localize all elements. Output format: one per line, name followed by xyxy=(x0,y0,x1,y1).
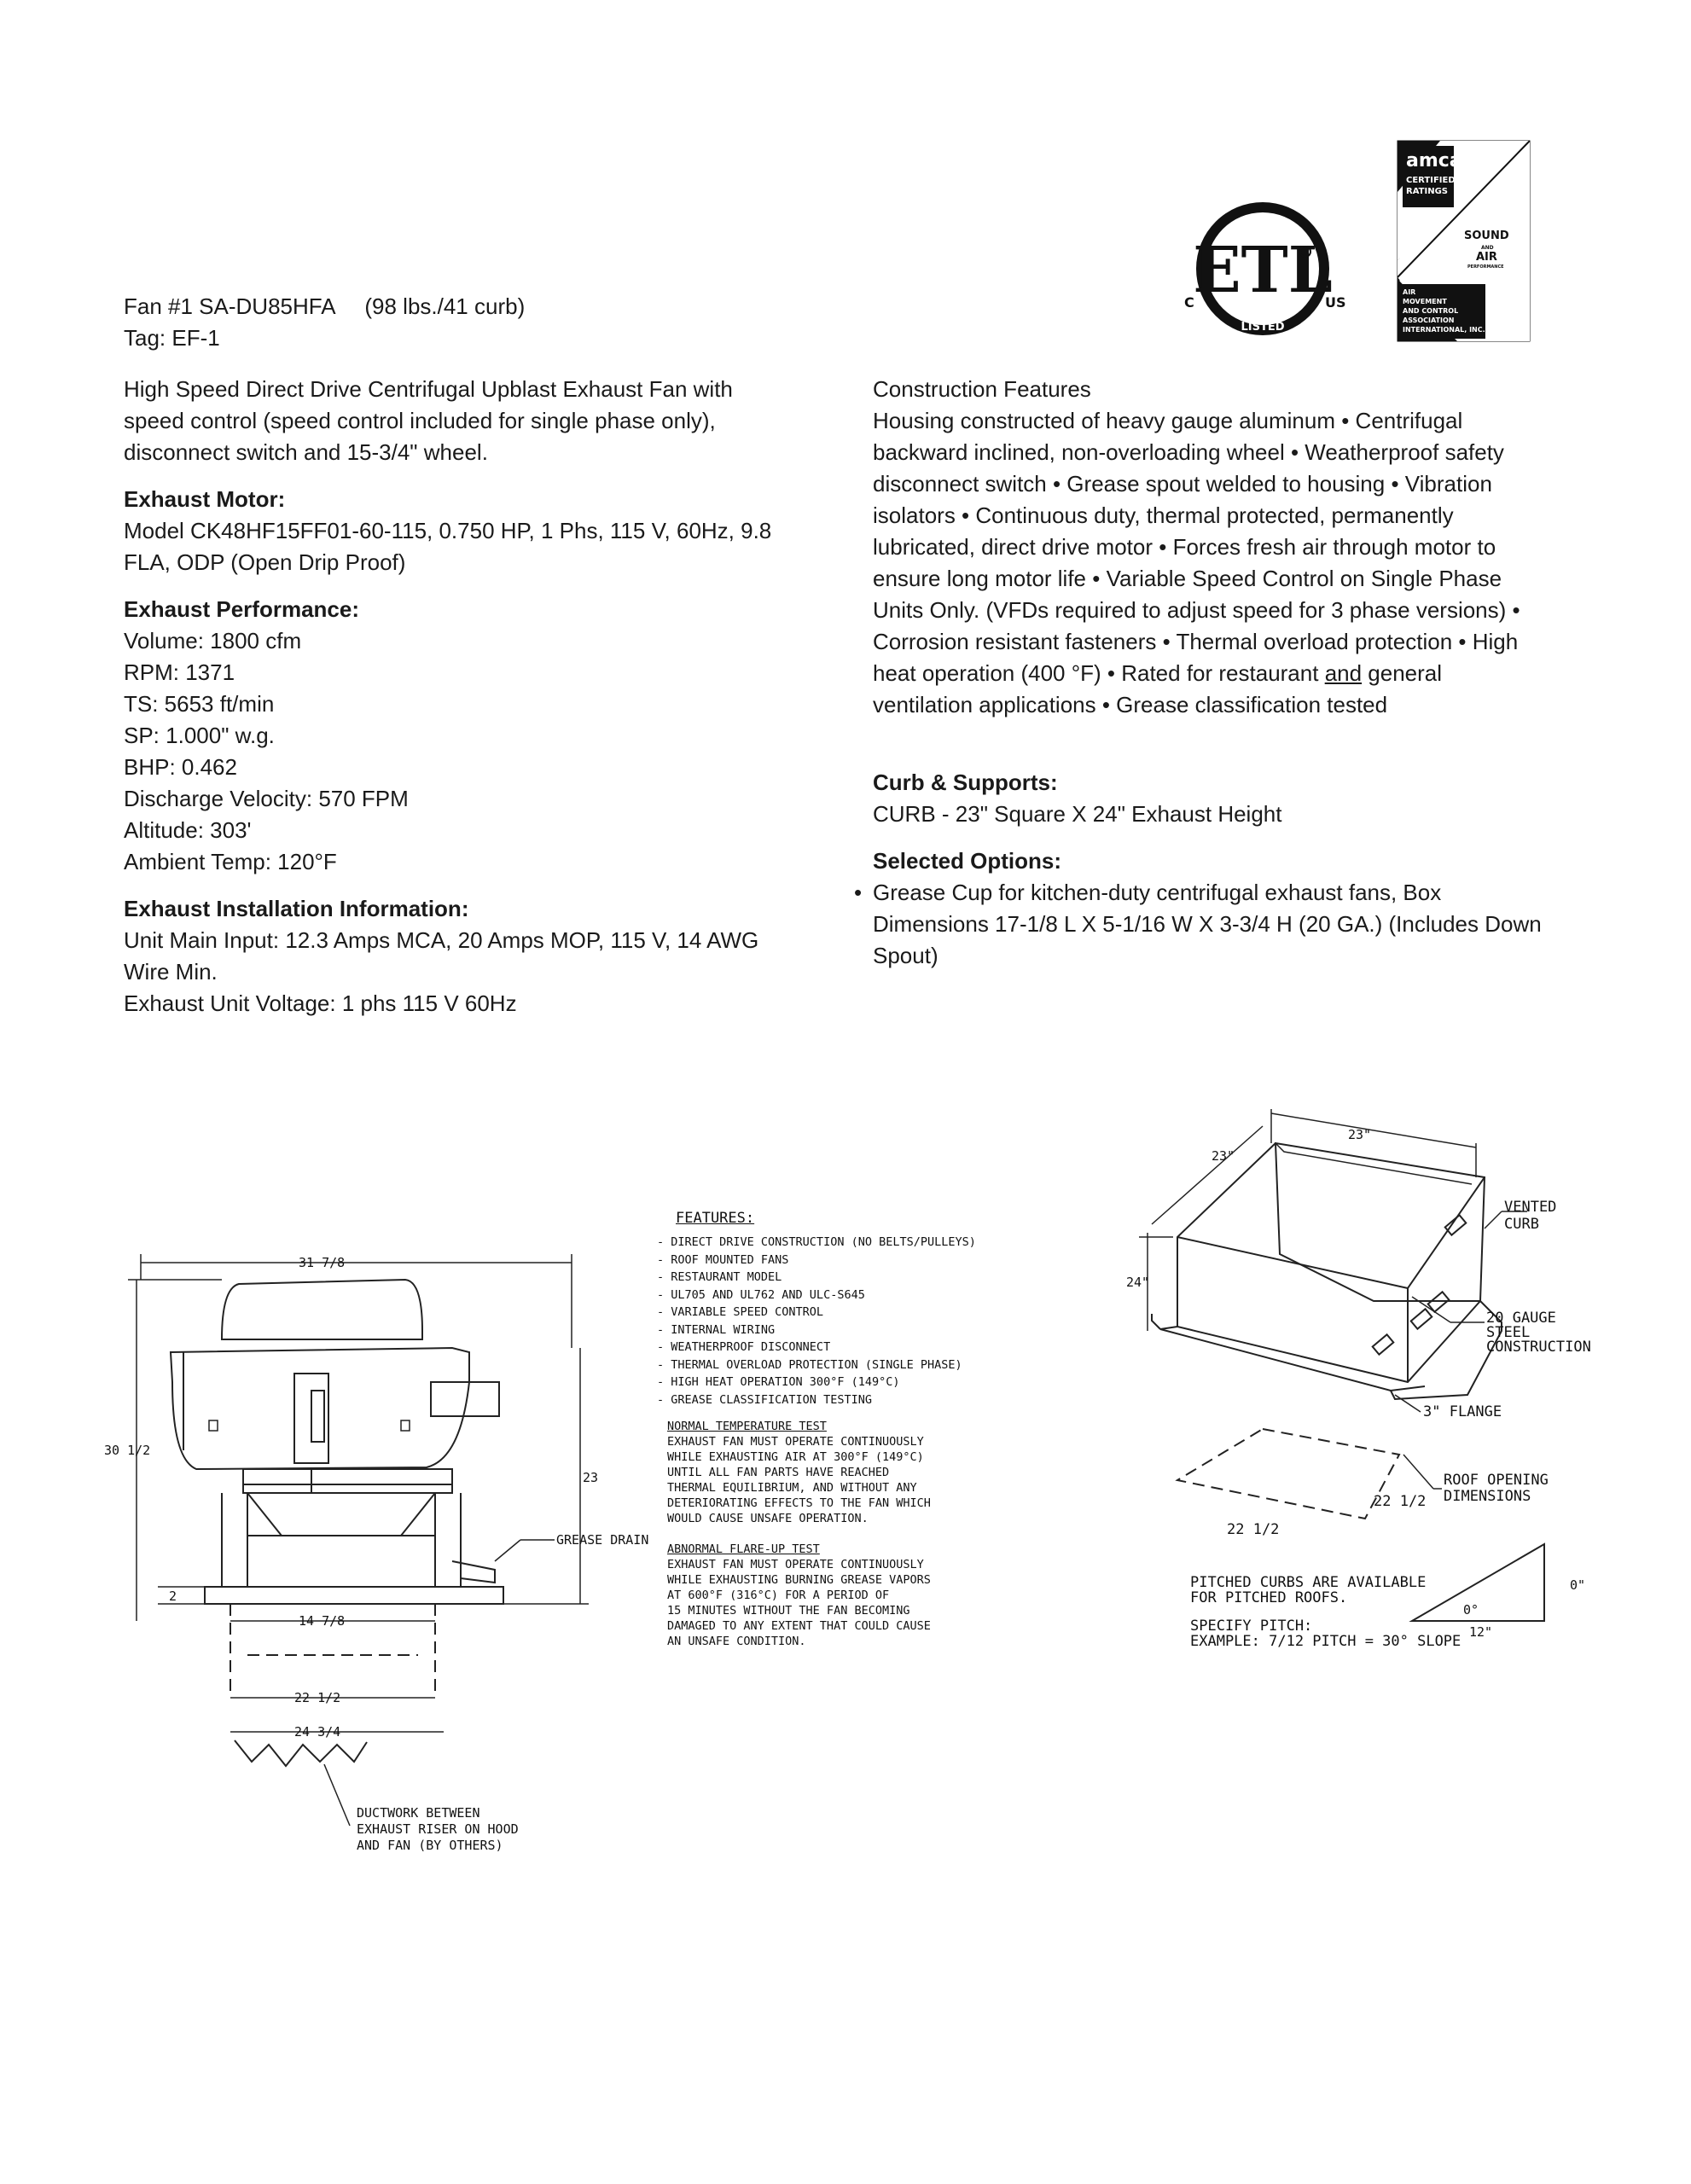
flange-label: 3" FLANGE xyxy=(1423,1403,1502,1420)
pitched-note-line: PITCHED CURBS ARE AVAILABLE xyxy=(1190,1574,1427,1591)
dim-base-label: 2 xyxy=(169,1589,177,1604)
amca-certified-logo xyxy=(1398,141,1530,341)
amca-and: AND xyxy=(1481,245,1494,251)
construction-underlined: and xyxy=(1324,660,1363,686)
roof-opening-dim-a: 22 1/2 xyxy=(1227,1521,1280,1538)
performance-line: Volume: 1800 cfm xyxy=(124,628,302,653)
amca-performance: PERFORMANCE xyxy=(1467,264,1504,270)
tri-base-label: 12" xyxy=(1469,1624,1493,1640)
tri-angle-label: 0° xyxy=(1463,1602,1479,1618)
features-block xyxy=(657,1210,1058,1649)
amca-org-line: ASSOCIATION xyxy=(1403,317,1455,324)
pitch-example: EXAMPLE: 7/12 PITCH = 30° SLOPE xyxy=(1190,1633,1461,1650)
vented-curb-line: CURB xyxy=(1504,1216,1539,1233)
amca-org-block xyxy=(1400,284,1485,339)
feature-item: - ROOF MOUNTED FANS xyxy=(657,1252,789,1267)
dim-right-label: 23 xyxy=(583,1470,599,1485)
gauge-line: STEEL xyxy=(1486,1324,1531,1341)
tri-right-label: 0" xyxy=(1570,1577,1586,1593)
gauge-line: CONSTRUCTION xyxy=(1486,1339,1591,1356)
amca-org-line: MOVEMENT xyxy=(1403,298,1447,305)
feature-item: - DIRECT DRIVE CONSTRUCTION (NO BELTS/PULLEYS) xyxy=(657,1235,976,1249)
abnormal-test-line: EXHAUST FAN MUST OPERATE CONTINUOUSLY xyxy=(667,1558,924,1571)
feature-item: - THERMAL OVERLOAD PROTECTION (SINGLE PHASE) xyxy=(657,1357,962,1372)
feature-item: - RESTAURANT MODEL xyxy=(657,1270,782,1284)
features-heading: FEATURES: xyxy=(676,1210,755,1227)
dim-inner-label: 14 7/8 xyxy=(299,1613,346,1629)
specify-pitch: SPECIFY PITCH: xyxy=(1190,1618,1313,1635)
performance-line: TS: 5653 ft/min xyxy=(124,691,275,717)
performance-line: RPM: 1371 xyxy=(124,659,235,685)
duct-note-line: EXHAUST RISER ON HOOD xyxy=(357,1821,519,1837)
performance-line: Discharge Velocity: 570 FPM xyxy=(124,786,409,811)
performance-heading: Exhaust Performance: xyxy=(124,596,359,622)
gauge-line: 20 GAUGE xyxy=(1486,1310,1556,1327)
amca-ratings: RATINGS xyxy=(1406,187,1448,196)
curb-dim-side: 23" xyxy=(1212,1148,1235,1164)
performance-line: SP: 1.000" w.g. xyxy=(124,723,275,748)
duct-note-line: DUCTWORK BETWEEN xyxy=(357,1805,480,1821)
left-column xyxy=(124,374,798,1019)
dim-curb-label: 22 1/2 xyxy=(294,1690,341,1705)
option-item xyxy=(854,877,1547,972)
etl-c: C xyxy=(1184,294,1194,311)
roof-opening-line: DIMENSIONS xyxy=(1444,1488,1531,1505)
construction-heading: Construction Features xyxy=(873,376,1091,402)
feature-item: - HIGH HEAT OPERATION 300°F (149°C) xyxy=(657,1375,900,1389)
curb-dim-top: 23" xyxy=(1348,1127,1372,1142)
grease-drain-label: GREASE DRAIN xyxy=(556,1532,649,1548)
normal-test-line: WOULD CAUSE UNSAFE OPERATION. xyxy=(667,1512,869,1525)
etl-us: US xyxy=(1325,294,1346,311)
normal-test-line: UNTIL ALL FAN PARTS HAVE REACHED xyxy=(667,1466,890,1479)
normal-test-line: WHILE EXHAUSTING AIR AT 300°F (149°C) xyxy=(667,1450,924,1464)
right-column xyxy=(854,374,1547,972)
dim-outer-label: 24 3/4 xyxy=(294,1724,341,1740)
abnormal-test-line: AN UNSAFE CONDITION. xyxy=(667,1635,806,1648)
normal-test-heading: NORMAL TEMPERATURE TEST xyxy=(667,1420,827,1433)
dim-width-label: 31 7/8 xyxy=(299,1255,346,1270)
abnormal-test-line: DAMAGED TO ANY EXTENT THAT COULD CAUSE xyxy=(667,1619,931,1633)
motor-text: Model CK48HF15FF01-60-115, 0.750 HP, 1 Phs, 115 V, 60Hz, 9.8 FLA, ODP (Open Drip Proof) xyxy=(124,518,772,575)
fan-description: High Speed Direct Drive Centrifugal Upblast Exhaust Fan with speed control (speed control included for single phase only), disconnect switch and 15-3/4" wheel. xyxy=(124,376,733,465)
etl-listed-logo xyxy=(1169,200,1357,350)
fan-elevation-drawing xyxy=(94,1246,649,1853)
feature-item: - GREASE CLASSIFICATION TESTING xyxy=(657,1392,872,1407)
option-text: Grease Cup for kitchen-duty centrifugal exhaust fans, Box Dimensions 17-1/8 L X 5-1/16 W X 3-3/4 H (20 GA.) (Includes Down Spout) xyxy=(873,880,1542,968)
construction-text: Housing constructed of heavy gauge aluminum • Centrifugal backward inclined, non-overloading wheel • Weatherproof safety disconnect switch • Grease spout welded to housing • Vibration isolators • Continuous duty, thermal protected, permanently lubricated, direct drive motor • Forces fresh air through motor to ensure long motor life • Variable Speed Control on Single Phase Units Only. (VFDs required to adjust speed for 3 phase versions) • Corrosion resistant fasteners • Thermal overload protection • High heat operation (400 °F) • Rated for restaurant xyxy=(873,408,1520,686)
normal-test-line: EXHAUST FAN MUST OPERATE CONTINUOUSLY xyxy=(667,1435,924,1449)
fan-tag: Tag: EF-1 xyxy=(124,325,220,351)
options-heading: Selected Options: xyxy=(873,848,1062,874)
feature-item: - WEATHERPROOF DISCONNECT xyxy=(657,1340,831,1354)
feature-item: - INTERNAL WIRING xyxy=(657,1322,776,1337)
performance-line: Altitude: 303' xyxy=(124,817,252,843)
construction-features xyxy=(873,405,1547,721)
duct-note-line: AND FAN (BY OTHERS) xyxy=(357,1838,503,1853)
abnormal-test-line: 15 MINUTES WITHOUT THE FAN BECOMING xyxy=(667,1604,910,1618)
etl-letters: ETL xyxy=(1193,234,1333,307)
curb-text: CURB - 23" Square X 24" Exhaust Height xyxy=(873,801,1282,827)
installation-voltage: Exhaust Unit Voltage: 1 phs 115 V 60Hz xyxy=(124,990,517,1016)
performance-line: Ambient Temp: 120°F xyxy=(124,849,337,874)
curb-heading: Curb & Supports: xyxy=(873,770,1058,795)
curb-dim-height: 24" xyxy=(1126,1275,1150,1290)
roof-opening-line: ROOF OPENING xyxy=(1444,1472,1549,1489)
amca-sound: SOUND xyxy=(1464,229,1509,242)
amca-org-line: INTERNATIONAL, INC. xyxy=(1403,326,1485,334)
curb-isometric-drawing xyxy=(1126,1109,1604,1689)
installation-heading: Exhaust Installation Information: xyxy=(124,896,469,921)
bullet-icon: • xyxy=(854,880,863,905)
fan-title-line xyxy=(124,291,525,322)
abnormal-test-heading: ABNORMAL FLARE-UP TEST xyxy=(667,1542,820,1556)
amca-certified: CERTIFIED xyxy=(1406,176,1456,185)
amca-org-line: AIR xyxy=(1403,288,1416,296)
motor-heading: Exhaust Motor: xyxy=(124,486,286,512)
feature-item: - VARIABLE SPEED CONTROL xyxy=(657,1305,824,1319)
construction-text-end: general ventilation applications • Grease classification tested xyxy=(873,660,1443,717)
abnormal-test-line: AT 600°F (316°C) FOR A PERIOD OF xyxy=(667,1589,890,1602)
installation-main-input: Unit Main Input: 12.3 Amps MCA, 20 Amps MOP, 115 V, 14 AWG Wire Min. xyxy=(124,927,759,985)
feature-item: - UL705 AND UL762 AND ULC-S645 xyxy=(657,1287,865,1302)
amca-org-line: AND CONTROL xyxy=(1403,307,1459,315)
performance-line: BHP: 0.462 xyxy=(124,754,237,780)
normal-test-line: DETERIORATING EFFECTS TO THE FAN WHICH xyxy=(667,1496,931,1510)
amca-air: AIR xyxy=(1476,251,1497,264)
fan-weight: (98 lbs./41 curb) xyxy=(364,293,526,319)
fan-model: Fan #1 SA-DU85HFA xyxy=(124,293,335,319)
amca-brand: amca xyxy=(1406,150,1462,171)
normal-test-line: THERMAL EQUILIBRIUM, AND WITHOUT ANY xyxy=(667,1481,917,1495)
roof-opening-dim-b: 22 1/2 xyxy=(1374,1493,1427,1510)
abnormal-test-line: WHILE EXHAUSTING BURNING GREASE VAPORS xyxy=(667,1573,931,1587)
dim-height-label: 30 1/2 xyxy=(104,1443,151,1458)
etl-listed: LISTED xyxy=(1241,321,1285,334)
pitched-note-line: FOR PITCHED ROOFS. xyxy=(1190,1589,1348,1606)
vented-curb-line: VENTED xyxy=(1504,1199,1557,1216)
